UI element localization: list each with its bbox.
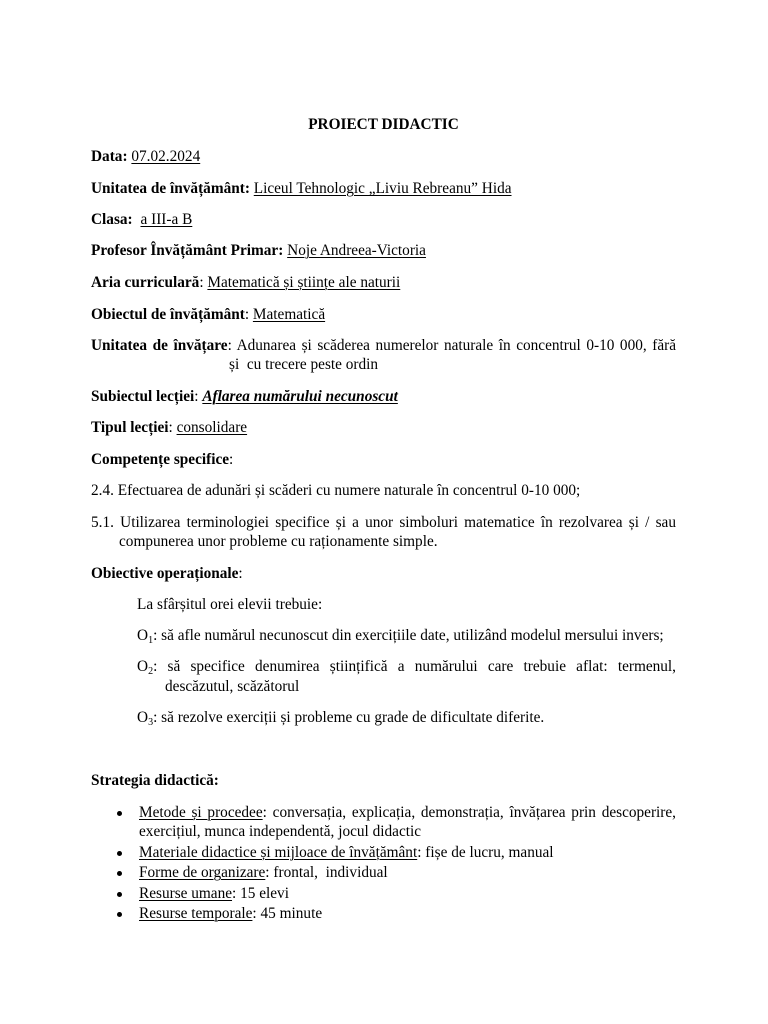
- objective-item-continuation: [165, 677, 299, 697]
- strategy-item: [139, 843, 554, 863]
- field-teacher-value: Noje Andreea-Victoria: [287, 242, 426, 259]
- field-school: [91, 179, 512, 199]
- objective-letter: O: [137, 658, 149, 675]
- objective-text: descăzutul, scăzătorul: [165, 678, 300, 695]
- field-lesson-topic-separator: :: [194, 388, 199, 405]
- field-class: [91, 210, 192, 230]
- competence-number: 5.1.: [91, 514, 114, 531]
- field-subject-label: Obiectul de învățământ: [91, 306, 245, 323]
- competence-text: compunerea unor probleme cu raționamente simple.: [119, 533, 438, 550]
- objective-index: 2: [148, 666, 154, 677]
- strategy-item-separator: :: [417, 844, 422, 861]
- strategy-item-text: fișe de lucru, manual: [425, 844, 554, 861]
- bullet-icon: [117, 851, 122, 856]
- field-curricular-area-value: Matematică și științe ale naturii: [207, 274, 401, 291]
- objectives-intro: La sfârșitul orei elevii trebuie:: [137, 596, 323, 613]
- field-teacher: [91, 241, 426, 261]
- strategy-item-continuation: [139, 822, 421, 842]
- bullet-icon: [117, 912, 122, 917]
- bullet-icon: [117, 871, 122, 876]
- competence-text: Efectuarea de adunări și scăderi cu numere naturale în concentrul 0-10 000;: [117, 482, 581, 499]
- strategy-item-label: Forme de organizare: [139, 864, 266, 881]
- objectives-heading: [91, 564, 243, 584]
- field-learning-unit-continuation: [229, 355, 378, 375]
- field-subject-value: Matematică: [252, 306, 326, 323]
- field-school-label: Unitatea de învățământ:: [91, 180, 250, 197]
- competences-heading-separator: :: [229, 451, 234, 468]
- field-learning-unit-label: Unitatea de învățare: [91, 337, 228, 354]
- field-learning-unit-value-line2: și cu trecere peste ordin: [229, 356, 379, 373]
- strategy-heading: Strategia didactică:: [91, 772, 219, 789]
- strategy-item-text: conversația, explicația, demonstrația, învățarea prin descoperire,: [272, 804, 677, 821]
- objective-item: [137, 708, 544, 728]
- competence-item: [91, 481, 580, 501]
- strategy-item-label: Resurse umane: [139, 885, 233, 902]
- field-lesson-type-separator: :: [168, 419, 173, 436]
- field-lesson-topic: [91, 387, 398, 407]
- strategy-item-separator: :: [262, 804, 267, 821]
- field-lesson-type-value: consolidare: [176, 419, 248, 436]
- bullet-icon: [117, 811, 122, 816]
- objective-letter: O: [137, 709, 149, 726]
- field-lesson-topic-label: Subiectul lecției: [91, 388, 195, 405]
- field-lesson-topic-value: Aflarea numărului necunoscut: [202, 388, 398, 405]
- objective-item: [137, 626, 664, 646]
- field-learning-unit: [91, 336, 676, 356]
- objective-index: 3: [148, 717, 154, 728]
- competences-heading: [91, 450, 233, 470]
- strategy-item-separator: :: [232, 885, 237, 902]
- competence-number: 2.4.: [91, 482, 114, 499]
- strategy-item-separator: :: [265, 864, 270, 881]
- field-date-label: Data:: [91, 148, 128, 165]
- strategy-item: [139, 904, 322, 924]
- field-curricular-area-label: Aria curriculară: [91, 274, 200, 291]
- strategy-item-label: Resurse temporale: [139, 905, 253, 922]
- competence-item: [91, 513, 676, 533]
- field-date-value: 07.02.2024: [131, 148, 201, 165]
- objective-letter: O: [137, 627, 149, 644]
- objectives-heading-label: Obiective operaționale: [91, 565, 239, 582]
- field-date: [91, 147, 200, 167]
- objective-separator: :: [153, 627, 158, 644]
- strategy-item-label: Metode și procedee: [139, 804, 263, 821]
- objective-text: să afle numărul necunoscut din exercițiile date, utilizând modelul mersului invers;: [161, 627, 664, 644]
- field-lesson-type: [91, 418, 247, 438]
- field-learning-unit-separator: :: [227, 337, 232, 354]
- competence-text: Utilizarea terminologiei specifice și a unor simboluri matematice în rezolvarea și / sau: [120, 514, 676, 531]
- field-lesson-type-label: Tipul lecției: [91, 419, 169, 436]
- field-teacher-label: Profesor Învățământ Primar:: [91, 242, 284, 259]
- strategy-item-separator: :: [252, 905, 257, 922]
- strategy-item-text: exercițiul, munca independentă, jocul didactic: [139, 823, 422, 840]
- field-curricular-area: [91, 273, 400, 293]
- objective-separator: :: [153, 709, 158, 726]
- objectives-heading-separator: :: [238, 565, 243, 582]
- field-subject-separator: :: [244, 306, 250, 323]
- strategy-item-text: 15 elevi: [240, 885, 289, 902]
- field-class-label: Clasa:: [91, 211, 133, 228]
- field-learning-unit-value-line1: Adunarea și scăderea numerelor naturale în concentrul 0-10 000, fără: [236, 337, 677, 354]
- competence-item-continuation: [119, 532, 438, 552]
- objective-text: să specifice denumirea științifică a numărului care trebuie aflat: termenul,: [167, 658, 677, 675]
- strategy-item-text: 45 minute: [260, 905, 323, 922]
- field-curricular-area-separator: :: [199, 274, 204, 291]
- objective-item: [137, 657, 676, 677]
- strategy-item-label: Materiale didactice și mijloace de învățământ: [139, 844, 418, 861]
- strategy-item: [139, 803, 676, 823]
- strategy-item: [139, 884, 289, 904]
- competences-heading-label: Competențe specifice: [91, 451, 230, 468]
- objective-separator: :: [153, 658, 158, 675]
- bullet-icon: [117, 892, 122, 897]
- page-title: PROIECT DIDACTIC: [308, 116, 459, 133]
- field-class-value: a III-a B: [140, 211, 193, 228]
- field-school-value: Liceul Tehnologic „Liviu Rebreanu” Hida: [253, 180, 512, 197]
- field-subject: [91, 305, 325, 325]
- strategy-item: [139, 863, 388, 883]
- strategy-item-text: frontal, individual: [273, 864, 388, 881]
- objective-index: 1: [148, 635, 154, 646]
- objective-text: să rezolve exerciții și probleme cu grade de dificultate diferite.: [161, 709, 545, 726]
